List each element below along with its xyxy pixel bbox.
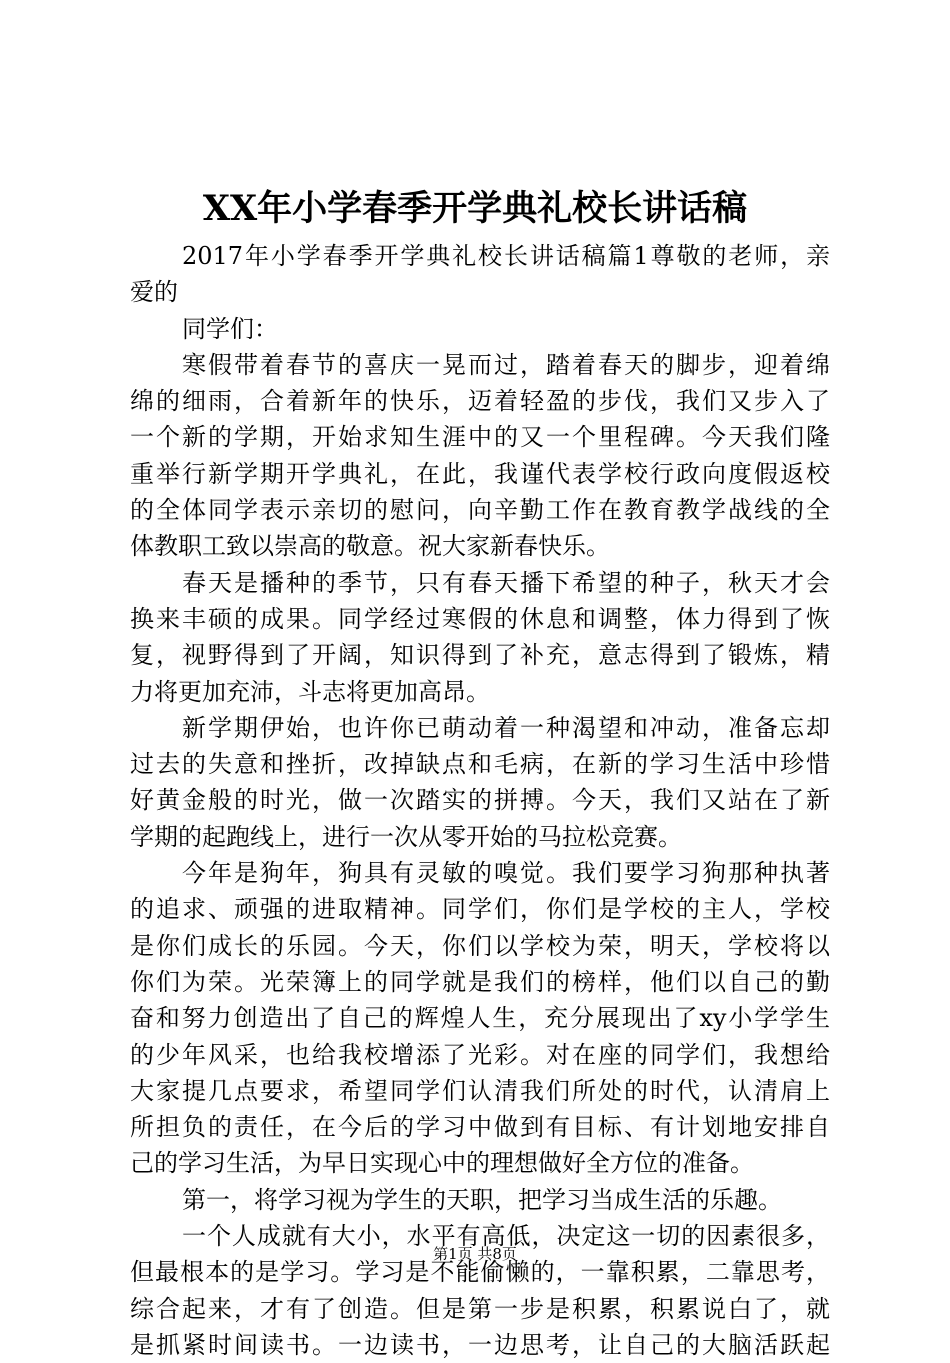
- text-line: 体教职工致以崇高的敬意。祝大家新春快乐。: [130, 532, 610, 561]
- text-line: 但最根本的是学习。学习是不能偷懒的，一靠积累，二靠思考，: [130, 1258, 830, 1287]
- text-line: 换来丰硕的成果。同学经过寒假的休息和调整，体力得到了恢: [130, 604, 830, 633]
- text-line: 同学们：: [182, 314, 278, 343]
- text-line: 复，视野得到了开阔，知识得到了补充，意志得到了锻炼，精: [130, 641, 830, 670]
- text-line: 春天是播种的季节，只有春天播下希望的种子，秋天才会: [182, 568, 830, 597]
- text-line: 己的学习生活，为早日实现心中的理想做好全方位的准备。: [130, 1149, 754, 1178]
- page-footer: 第1页 共8页: [433, 1245, 517, 1263]
- text-line: 重举行新学期开学典礼，在此，我谨代表学校行政向度假返校: [130, 459, 830, 488]
- text-line: 所担负的责任，在今后的学习中做到有目标、有计划地安排自: [130, 1113, 830, 1142]
- text-line: 2017年小学春季开学典礼校长讲话稿篇1尊敬的老师，亲: [182, 242, 830, 270]
- text-line: 综合起来，才有了创造。但是第一步是积累，积累说白了，就: [130, 1294, 830, 1323]
- text-line: 绵的细雨，合着新年的快乐，迈着轻盈的步伐，我们又步入了: [130, 387, 830, 416]
- text-line: 的全体同学表示亲切的慰问，向辛勤工作在教育教学战线的全: [130, 496, 830, 525]
- document-body: [130, 238, 830, 1363]
- text-line: 一个人成就有大小，水平有高低，决定这一切的因素很多，: [182, 1222, 830, 1251]
- text-line: 是抓紧时间读书。一边读书，一边思考，让自己的大脑活跃起: [130, 1330, 830, 1359]
- text-line: 寒假带着春节的喜庆一晃而过，踏着春天的脚步，迎着绵: [182, 350, 830, 379]
- text-line: 爱的: [130, 278, 178, 307]
- text-line: 过去的失意和挫折，改掉缺点和毛病，在新的学习生活中珍惜: [130, 750, 830, 779]
- text-line: 力将更加充沛，斗志将更加高昂。: [130, 677, 490, 706]
- text-line: 一个新的学期，开始求知生涯中的又一个里程碑。今天我们隆: [130, 423, 830, 452]
- text-line: 奋和努力创造出了自己的辉煌人生，充分展现出了xy小学学生: [130, 1004, 830, 1033]
- text-line: 第一，将学习视为学生的天职，把学习当成生活的乐趣。: [182, 1185, 782, 1214]
- text-line: 的追求、顽强的进取精神。同学们，你们是学校的主人，学校: [130, 895, 830, 924]
- text-line: 是你们成长的乐园。今天，你们以学校为荣，明天，学校将以: [130, 931, 830, 960]
- text-line: 大家提几点要求，希望同学们认清我们所处的时代，认清肩上: [130, 1076, 830, 1105]
- text-line: 好黄金般的时光，做一次踏实的拼搏。今天，我们又站在了新: [130, 786, 830, 815]
- text-line: 学期的起跑线上，进行一次从零开始的马拉松竞赛。: [130, 822, 682, 851]
- text-line: 新学期伊始，也许你已萌动着一种渴望和冲动，准备忘却: [182, 713, 830, 742]
- document-title: XX年小学春季开学典礼校长讲话稿: [202, 188, 748, 229]
- text-line: 你们为荣。光荣簿上的同学就是我们的榜样，他们以自己的勤: [130, 967, 830, 996]
- text-line: 今年是狗年，狗具有灵敏的嗅觉。我们要学习狗那种执著: [182, 859, 830, 888]
- text-line: 的少年风采，也给我校增添了光彩。对在座的同学们，我想给: [130, 1040, 830, 1069]
